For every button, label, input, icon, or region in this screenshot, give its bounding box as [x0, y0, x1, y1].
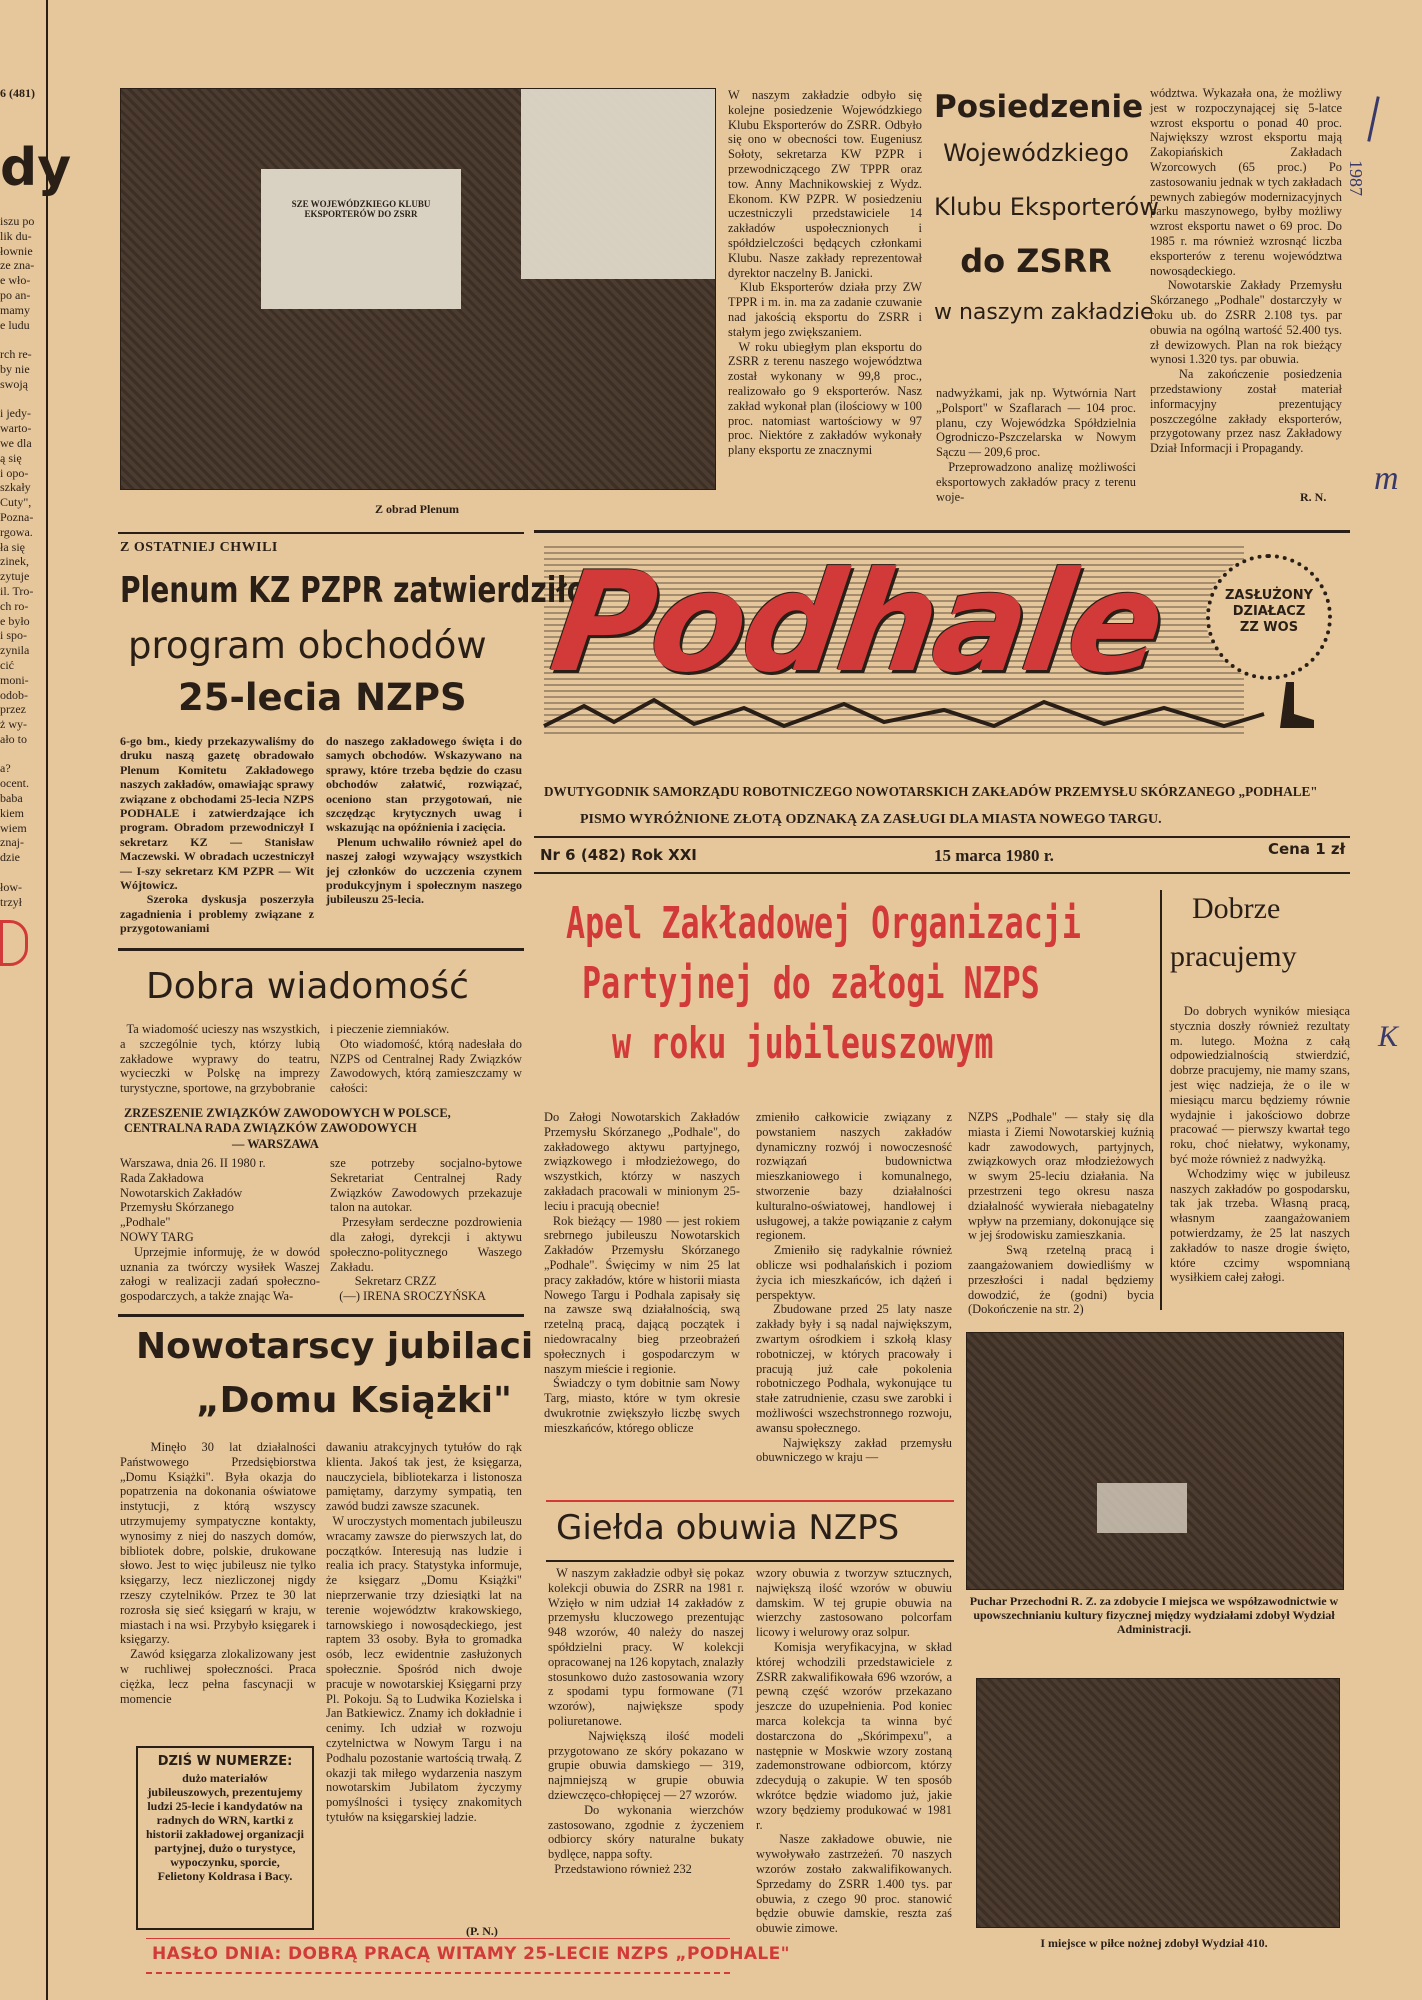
- gielda-title: Giełda obuwia NZPS: [556, 1508, 900, 1548]
- plenum-photo: [120, 88, 716, 490]
- klub-headline-line-3: Klubu Eksporterów: [934, 193, 1159, 221]
- left-strip-line: mamy: [0, 302, 30, 317]
- left-strip-line: [0, 865, 46, 880]
- left-strip-line: e było: [0, 613, 30, 628]
- trophy-photo-highlight: [1097, 1483, 1187, 1533]
- ksiazki-signature: (P. N.): [466, 1924, 498, 1938]
- left-strip-line: kiem: [0, 805, 24, 820]
- dobra-column-2: i pieczenie ziemniaków. Oto wiadomość, którą nadesłała do NZPS od Centralnej Rady Związków Zawodowych, którą zamieszczamy w całości:: [330, 1022, 522, 1096]
- dobrze-title-1: Dobrze: [1192, 892, 1281, 925]
- margin-tick: [1367, 96, 1379, 142]
- left-strip-line: ch ro-: [0, 598, 29, 613]
- left-strip-line: warto-: [0, 421, 32, 436]
- apel-headline-2: Partyjnej do załogi NZPS: [582, 958, 1040, 1009]
- dobra-header-1: ZRZESZENIE ZWIĄZKÓW ZAWODOWYCH W POLSCE,: [124, 1106, 451, 1120]
- plenum-kicker: Z OSTATNIEJ CHWILI: [120, 540, 278, 555]
- left-strip-line: ż wy-: [0, 717, 27, 732]
- left-strip-line: ało to: [0, 731, 27, 746]
- left-strip-text: [0, 214, 46, 909]
- plenum-column-2: do naszego zakładowego święta i do samych obchodów. Wskazywano na sprawy, które trzeba będzie do czasu obchodów załatwić, rozwiązać, oceniono stan przygotowań, nie szczędząc krytycznych uwag i wskazując na opóźnienia i zacięcia. Plenum uchwaliło również apel do naszej załogi wzywający wszystkich jej członków do uczczenia czynem produkcyjnym i społecznym naszego jubileuszu 25-lecia.: [326, 734, 522, 907]
- left-page-strip: [0, 0, 72, 2000]
- plenum-headline-1: Plenum KZ PZPR zatwierdziło: [120, 570, 587, 611]
- masthead-subtitle-1: DWUTYGODNIK SAMORZĄDU ROBOTNICZEGO NOWOTARSKICH ZAKŁADÓW PRZEMYSŁU SKÓRZANEGO „PODHALE": [544, 784, 1318, 799]
- left-strip-line: swoją: [0, 376, 28, 391]
- margin-mark-m: m: [1374, 460, 1399, 497]
- in-this-issue-box: [136, 1746, 314, 1930]
- left-strip-line: rgowa.: [0, 524, 33, 539]
- in-this-issue-title: DZIŚ W NUMERZE:: [157, 1754, 293, 1769]
- left-strip-line: a?: [0, 761, 11, 776]
- masthead-subtitle-2: PISMO WYRÓŻNIONE ZŁOTĄ ODZNAKĄ ZA ZASŁUGI DLA MIASTA NOWEGO TARGU.: [580, 812, 1162, 827]
- ksiazki-column-1: Minęło 30 lat działalności Państwowego Przedsiębiorstwa „Domu Książki". Była okazja do popatrzenia na dokonania oświatowe instytucji, z którą wszyscy utrzymujemy sympatyczne kontakty, wynosimy z niej do naszych domów, bibliotek dobre, polskie, drukowane słowo. Jest to więc jubileusz nie tylko księgarzy, lecz niezliczonej nigdy rzeszy czytelników. Przez te 30 lat rozrosła się sieć księgarń w kraju, w miastach i na wsi. Przybyło księgarek i księgarzy. Zawód księgarza zlokalizowany jest w ruchliwej społeczności. Praca ciężka, lecz pełna fascynacji w momencie: [120, 1440, 316, 1706]
- gielda-column-2: wzory obuwia z tworzyw sztucznych, największą ilość wzorów w obuwiu damskim. W tej grupie obuwia na wierzchy zastosowano polcorfam licowy i welurowy oraz solpur. Komisja weryfikacyjna, w skład której wchodzili przedstawiciele z ZSRR zakwalifikowała 696 wzorów, a pewną część wzorów przekazano jeszcze do uzupełnienia. Pod koniec marca kolekcja ta winna być dostarczona do „Skórimpexu", a następnie w Moskwie wzory zostaną zademonstrowane odbiorcom, którzy zdecydują o zakupie. W ten sposób wkrótce będzie wiadomo już, jakie wzory będziemy produkować w 1981 r. Nasze zakładowe obuwie, nie wywoływało zastrzeżeń. 70 naszych wzorów zostało zakwalifikowanych. Sprzedamy do ZSRR 1.400 tys. par obuwia, z czego 90 proc. stanowić będzie obuwie damskie, reszta zaś obuwie zimowe.: [756, 1566, 952, 1936]
- left-strip-line: łow-: [0, 879, 22, 894]
- left-strip-line: il. Tro-: [0, 583, 34, 598]
- gielda-column-1: W naszym zakładzie odbył się pokaz kolekcji obuwia do ZSRR na 1981 r. Wzięło w nim udział 14 zakładów z przemysłu kluczowego prezentując 948 wzorów, 40 należy do naszej spółdzielni pracy. W kolekcji opracowanej na 126 kopytach, znalazły stosunkowo dużo zastosowania wzory z spodami typu formowane (71 wzorów), największe spody poliuretanowe. Największą ilość modeli przygotowano ze skóry pokazano w grupie obuwia damskiego — 319, najmniejszą w grupie obuwia dziewczęco-chłopięcej — 27 wzorów. Do wykonania wierzchów zastosowano, zgodnie z życzeniem odbiorcy skóry naturalne bukaty bydlęce, nappa softy. Przedstawiono również 232: [548, 1566, 744, 1876]
- mountains-icon: [544, 696, 1264, 730]
- footer-slogan-rule: [146, 1938, 730, 1939]
- klub-signature: R. N.: [1300, 490, 1327, 504]
- footer-slogan: HASŁO DNIA: DOBRĄ PRACĄ WITAMY 25-LECIE NZPS „PODHALE": [152, 1944, 790, 1964]
- dobra-header-3: — WARSZAWA: [232, 1137, 319, 1151]
- klub-headline-line-2: Wojewódzkiego: [943, 139, 1129, 167]
- gielda-frame: [546, 1500, 954, 1502]
- left-strip-line: ła się: [0, 539, 25, 554]
- trophy-photo-caption: Puchar Przechodni R. Z. za zdobycie I miejsca we współzawodnictwie w upowszechnianiu kultury fizycznej między wydziałami zdobył Wydział Administracji.: [969, 1594, 1339, 1636]
- left-strip-line: dzie: [0, 850, 20, 865]
- left-red-mark: [0, 920, 28, 966]
- ksiazki-top-rule: [118, 1314, 524, 1317]
- dobra-column-2b: sze potrzeby socjalno-bytowe Sekretariat Centralnej Rady Związków Zawodowych przekazuje talon na autokar. Przesyłam serdeczne pozdrowienia dla załogi, dyrekcji i aktywu społeczno-politycznego Waszego Zakładu. Sekretarz CRZZ (—) IRENA SROCZYŃSKA: [330, 1156, 522, 1304]
- left-strip-line: e ludu: [0, 317, 30, 332]
- in-this-issue-body: dużo materiałów jubileuszowych, prezentujemy ludzi 25-lecie i kandydatów na radnych do WRN, kartki z historii zakładowej organizacji partyjnej, dużo o turystyce, wypoczynku, sporcie, Felietony Koldrasa i Bacy.: [146, 1771, 304, 1883]
- left-strip-line: [0, 332, 46, 347]
- left-strip-line: i jedy-: [0, 406, 31, 421]
- footer-slogan-dashed-rule: [146, 1972, 730, 1974]
- left-strip-line: wiem: [0, 820, 27, 835]
- masthead-top-rule: [534, 530, 1350, 533]
- left-strip-line: rch re-: [0, 347, 32, 362]
- masthead-boot-icon: [1276, 680, 1316, 730]
- left-strip-line: po an-: [0, 287, 31, 302]
- masthead: [534, 530, 1350, 799]
- plenum-photo-caption: Z obrad Plenum: [374, 502, 459, 516]
- left-strip-line: trzył: [0, 894, 22, 909]
- dobrze-title-2: pracujemy: [1170, 940, 1297, 973]
- left-strip-line: cić: [0, 657, 14, 672]
- left-strip-line: baba: [0, 791, 23, 806]
- dobra-header-2: CENTRALNA RADA ZWIĄZKÓW ZAWODOWYCH: [124, 1121, 417, 1135]
- klub-column-4: wództwa. Wykazała ona, że możliwy jest w rozpoczynającej się 5-latce wzrost eksportu o ponad 40 proc. Największy wzrost eksportu mają Zakopiańskich Zakładach Wzorcowych (65 proc.) Po zastosowaniu jednak w tych zakładach pewnych zabiegów modernizacyjnych parku maszynowego, byłby możliwy wzrost eksportu nawet o 69 proc. Do 1985 r. ma również wzrosnąć liczba eksporterów z terenu województwa nowosądeckiego. Nowotarskie Zakłady Przemysłu Skórzanego „Podhale" dostarczyły w roku ub. do ZSRR 2.108 tys. par obuwia na ogólną wartość 52.400 tys. zł dewizowych. Plan na rok bieżący wynosi 1.320 tys. par obuwia. Na zakończenie posiedzenia przedstawiony został materiał informacyjny prezentujący poszczególne zakłady eksporterów, przygotowany przez nasz Zakładowy Dział Informacji i Propagandy.: [1150, 86, 1342, 456]
- football-photo-caption: I miejsce w piłce nożnej zdobył Wydział 410.: [1040, 1936, 1268, 1950]
- klub-headline-line-4: do ZSRR: [960, 242, 1112, 280]
- plenum-column-1: 6-go bm., kiedy przekazywaliśmy do druku naszą gazetę obradowało Plenum Komitetu Zakładowego naszych zakładów, omawiając sprawy związane z obchodami 25-lecia NZPS PODHALE i zatwierdzające ich program. Obradom przewodniczył I sekretarz KZ — Stanisław Maczewski. W obradach uczestniczył — I-szy sekretarz KM PZPR — Wit Wójtowicz. Szeroka dyskusja poszerzyła zagadnienia i problemy związane z przygotowaniami: [120, 734, 315, 936]
- left-strip-line: i opo-: [0, 465, 29, 480]
- left-strip-line: Cuty",: [0, 495, 32, 510]
- dobra-title: Dobra wiadomość: [146, 966, 469, 1007]
- photo-banner: SZE WOJEWÓDZKIEGO KLUBU EKSPORTERÓW DO ZSRR: [261, 169, 461, 309]
- left-strip-line: Pozna-: [0, 509, 34, 524]
- award-emblem-text: ZASŁUŻONY DZIAŁACZ ZZ WOS: [1224, 588, 1314, 635]
- apel-headline-3: w roku jubileuszowym: [612, 1018, 994, 1069]
- plenum-headline-2: program obchodów: [128, 624, 487, 667]
- left-strip-line: odob-: [0, 687, 28, 702]
- apel-headline-1: Apel Zakładowej Organizacji: [566, 898, 1081, 949]
- left-page-ref: 6 (481): [0, 86, 35, 100]
- dobra-column-1: Ta wiadomość ucieszy nas wszystkich, a szczególnie tych, którzy lubią zakładowe wyprawy do teatru, wycieczki w Polskę na imprezy turystyczne, sportowe, na grzybobranie: [120, 1022, 324, 1096]
- dobrze-body: Do dobrych wyników miesiąca stycznia doszły również rezultaty m. lutego. Można z całą odpowiedzialnością stwierdzić, dobrze pracujemy, nie mamy szans, jest więc nadzieja, że o ile w miesiącu marcu będziemy równie wydajnie i jakościowo dobrze pracować — pierwszy kwartał tego roku, choć niełatwy, wykonamy, być może również z nadwyżką. Wchodzimy więc w jubileusz naszych zakładów po gospodarsku, tak jak trzeba. Własną pracą, własnym zaangażowaniem potwierdzamy, że 25 lat naszych zakładów to nasze drogie święto, które czcimy wspomnianą wysiłkiem całej załogi.: [1170, 1004, 1350, 1285]
- photo-window: [521, 89, 715, 279]
- left-strip-line: iszu po: [0, 214, 35, 228]
- klub-column-3: nadwyżkami, jak np. Wytwórnia Nart „Polsport" w Szaflarach — 104 proc. planu, czy Wojewódzka Spółdzielnia Ogrodniczo-Pszczelarska w Nowym Sączu — 209,6 proc. Przeprowadzono analizę możliwości eksportowych zakładów pracy z terenu woje-: [936, 386, 1136, 504]
- left-strip-line: ze zna-: [0, 258, 35, 273]
- left-strip-line: szkały: [0, 480, 31, 495]
- left-strip-line: e wło-: [0, 273, 31, 288]
- football-photo: [976, 1678, 1340, 1928]
- masthead-mountains: [544, 696, 1264, 730]
- klub-column-1: W naszym zakładzie odbyło się kolejne posiedzenie Wojewódzkiego Klubu Eksporterów do ZSRR. Odbyło się ono w obecności tow. Eugeniusz Sołoty, sekretarza KW PZPR i przewodniczącego ZW TPPR oraz tow. Anny Machnikowskiej z Wydz. Ekonom. KW PZPR. W posiedzeniu uczestniczyli przedstawiciele 14 zakładów uspołecznionych i spółdzielczości będących członkami Klubu. Nasze zakłady reprezentował dyrektor naczelny B. Janicki. Klub Eksporterów działa przy ZW TPPR i m. in. ma za zadanie czuwanie nad jakością eksportu do ZSRR i stałym jego zwiększaniem. W roku ubiegłym plan eksportu do ZSRR z terenu naszego województwa został wykonany w 99,8 proc., realizowało go 9 eksporterów. Nasz zakład wykonał plan (ilościowy w 100 proc. natomiast wartościowy w 97 proc. Niektóre z zakładów wykonały plany eksportu ze znacznymi: [728, 88, 922, 458]
- issue-price: Cena 1 zł: [1268, 840, 1346, 858]
- trophy-photo: [966, 1332, 1344, 1590]
- ksiazki-headline-2: „Domu Książki": [196, 1380, 512, 1421]
- left-big-fragment: dy: [0, 138, 72, 198]
- masthead-logo: Podhale: [542, 542, 1172, 703]
- apel-column-2: zmieniło całkowicie związany z powstaniem naszych zakładów dynamiczny rozwój i nowoczesność rozwiązań budownictwa mieszkaniowego i komunalnego, stworzenie bazy działalności kulturalno-oświatowej, handlowej i usługowej, a także powiązanie z całym regionem. Zmieniło się radykalnie również oblicze wsi podhalańskich i poziom życia ich mieszkańców, ich dążeń i perspektyw. Zbudowane przed 25 laty nasze zakłady były i są nadal największym, zwartym ośrodkiem i szkołą klasy robotniczej, w których pracowały i pracują już całe pokolenia robotniczego Podhala, wykonujące tu stałe zatrudnienie, czasu swe zarobki i możliwości wszechstronnego rozwoju, awansu społecznego. Największy zakład przemysłu obuwniczego w kraju —: [756, 1110, 952, 1465]
- dobra-column-1b: Warszawa, dnia 26. II 1980 r. Rada Zakładowa Nowotarskich Zakładów Przemysłu Skórzanego „Podhale" NOWY TARG Uprzejmie informuję, że w dowód uznania za twórczy wysiłek Waszej załogi w realizacji zadań społeczno-gospodarczych, a także znając Wa-: [120, 1156, 320, 1304]
- klub-headline-line-1: Posiedzenie: [934, 89, 1144, 125]
- left-strip-line: i spo-: [0, 628, 27, 643]
- margin-mark-year: 1987: [1346, 160, 1366, 196]
- masthead-mid-rule: [534, 836, 1350, 838]
- left-strip-line: moni-: [0, 672, 29, 687]
- plenum-headline-3: 25-lecia NZPS: [178, 676, 467, 719]
- ksiazki-column-2: dawaniu atrakcyjnych tytułów do rąk klienta. Jakoś tak jest, że księgarza, nauczyciela, bibliotekarza i listonosza pamiętamy, darzymy sympatią, ten zawód budzi zawsze szacunek. W uroczystych momentach jubileuszu wracamy zawsze do pierwszych lat, do początków. Interesują nas ludzie i realia ich pracy. Statystyka informuje, że księgarz „Domu Książki" nieprzerwanie trzy dziesiątki lat na terenie województw krakowskiego, tarnowskiego i nowosądeckiego, jest raptem 33 osoby. Była to gromadka osób, lecz ewidentnie zasłużonych społecznie. Spośród nich dwoje pracuje w nowotarskiej Księgarni przy Pl. Pokoju. Są to Ludwika Kozielska i Jan Batkiewicz. Znamy ich dokładnie i cenimy. Ich udział w rozwoju czytelnictwa w Nowym Targu i na Podhalu pozostanie wartością trwałą. Z okazji tak miłego wydarzenia naszym nowotarskim Jubilatom życzymy pomyślności i tysięcy znakomitych tytułów na księgarskiej ladzie.: [326, 1440, 522, 1824]
- left-strip-line: [0, 747, 46, 762]
- left-strip-line: zinek,: [0, 554, 29, 569]
- award-emblem: [1206, 554, 1332, 680]
- left-strip-line: zytuje: [0, 569, 30, 584]
- left-strip-line: zynila: [0, 643, 30, 658]
- issue-date: 15 marca 1980 r.: [934, 846, 1054, 865]
- masthead-bottom-rule: [534, 872, 1350, 874]
- left-strip-line: łownie: [0, 243, 33, 258]
- klub-headline-line-5: w naszym zakładzie: [934, 300, 1154, 325]
- left-strip-line: ocent.: [0, 776, 29, 791]
- left-strip-line: [0, 392, 46, 407]
- left-strip-line: by nie: [0, 361, 30, 376]
- left-strip-line: ą się: [0, 450, 22, 465]
- issue-number: Nr 6 (482) Rok XXI: [540, 846, 697, 864]
- left-strip-line: we dla: [0, 435, 32, 450]
- left-strip-line: lik du-: [0, 228, 32, 243]
- apel-column-1: Do Załogi Nowotarskich Zakładów Przemysłu Skórzanego „Podhale", do zakładowego aktywu partyjnego, związkowego i młodzieżowego, do wszystkich, którzy w naszych zakładach pracowali w minionym 25-leciu i pracują obecnie! Rok bieżący — 1980 — jest rokiem srebrnego jubileuszu Nowotarskich Zakładów Przemysłu Skórzanego „Podhale". Święcimy w nim 25 lat pracy zakładów, które w historii miasta Nowego Targu i Podhala zapisały się na zawsze swą działalnością, swą rzetelną pracą, dającą początek i niedowracalny bieg przeobrażeń społecznych i gospodarczym w naszym mieście i regionie. Świadczy o tym dobitnie sam Nowy Targ, miasto, które w tym okresie dwukrotnie zwiększyło liczbę swych mieszkańców, którego oblicze: [544, 1110, 740, 1435]
- ksiazki-headline-1: Nowotarscy jubilaci: [136, 1326, 534, 1367]
- left-strip-line: znaj-: [0, 835, 24, 850]
- gielda-title-rule: [546, 1560, 954, 1562]
- dobrze-divider: [1160, 890, 1162, 1310]
- left-strip-line: przez: [0, 702, 26, 717]
- apel-column-3: NZPS „Podhale" — stały się dla miasta i Ziemi Nowotarskiej kuźnią kadr zawodowych, partyjnych, związkowych oraz młodzieżowych w swym 25-leciu działania. Na przestrzeni tego okresu nasza działalność wywierała niebagatelny wpływ na przemiany, dokonujące się w jej środowisku zamieszkania. Swą rzetelną pracą i zaangażowaniem dowiedliśmy w przeszłości i nadal będziemy dowodzić, że (godni) bycia (Dokończenie na str. 2): [968, 1110, 1154, 1317]
- margin-mark-k: K: [1378, 1020, 1399, 1053]
- klub-headline: [934, 88, 1159, 378]
- plenum-top-rule: [118, 532, 524, 534]
- dobra-top-rule: [118, 948, 524, 951]
